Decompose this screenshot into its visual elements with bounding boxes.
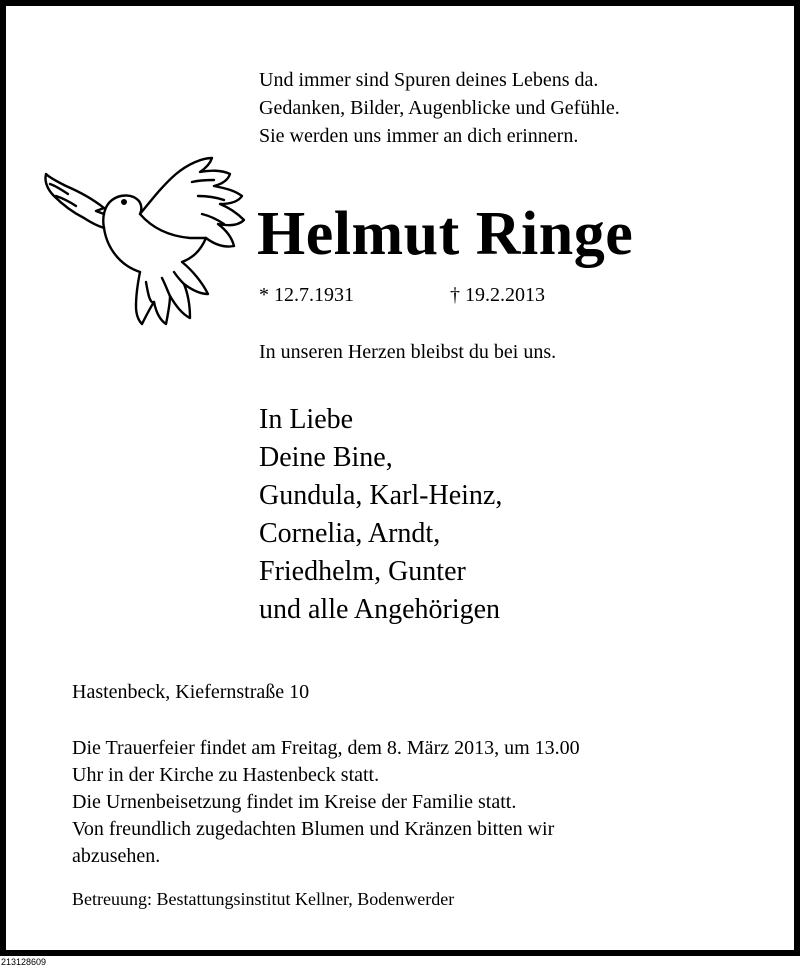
heart-line: In unseren Herzen bleibst du bei uns. <box>259 341 557 363</box>
signer-line: Deine Bine, <box>259 442 393 473</box>
family-address: Hastenbeck, Kiefernstraße 10 <box>72 681 310 703</box>
verse-line: Und immer sind Spuren deines Lebens da. <box>259 69 599 91</box>
signer-line: und alle Angehörigen <box>259 594 501 625</box>
memorial-verse <box>259 66 620 150</box>
signer-line: Gundula, Karl-Heinz, <box>259 480 503 511</box>
ad-code: 213128609 <box>1 957 47 967</box>
details-line: Uhr in der Kirche zu Hastenbeck statt. <box>72 764 380 786</box>
funeral-home: Betreuung: Bestattungsinstitut Kellner, Bodenwerder <box>72 889 455 909</box>
details-line: Die Trauerfeier findet am Freitag, dem 8. März 2013, um 13.00 <box>72 737 580 759</box>
service-details <box>72 735 580 870</box>
deceased-name: Helmut Ringe <box>257 200 634 268</box>
verse-line: Sie werden uns immer an dich erinnern. <box>259 125 579 147</box>
signers-block <box>259 401 502 629</box>
verse-line: Gedanken, Bilder, Augenblicke und Gefühle. <box>259 97 620 119</box>
signer-line: Cornelia, Arndt, <box>259 518 441 549</box>
details-line: abzusehen. <box>72 845 161 867</box>
birth-date: * 12.7.1931 <box>259 284 354 306</box>
death-date: † 19.2.2013 <box>450 284 545 306</box>
signer-line: Friedhelm, Gunter <box>259 556 466 587</box>
signer-line: In Liebe <box>259 404 354 435</box>
details-line: Die Urnenbeisetzung findet im Kreise der Familie statt. <box>72 791 517 813</box>
details-line: Von freundlich zugedachten Blumen und Kränzen bitten wir <box>72 818 555 840</box>
dove-icon <box>42 156 252 326</box>
